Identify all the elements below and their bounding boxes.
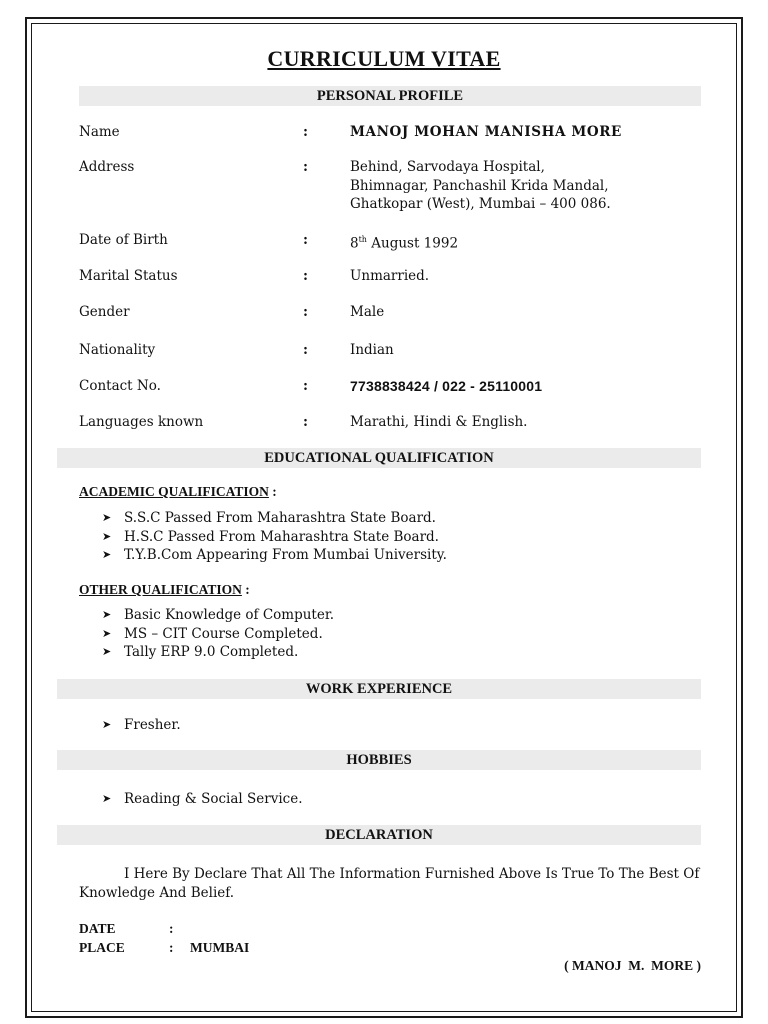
dob-ordinal: th — [358, 235, 367, 244]
academic-item-3: T.Y.B.Com Appearing From Mumbai University. — [124, 547, 447, 563]
address-line-1: Behind, Sarvodaya Hospital, — [350, 159, 545, 175]
languages-label: Languages known — [79, 414, 204, 430]
contact-colon: : — [303, 378, 308, 394]
dob-value — [350, 231, 458, 253]
marital-value: Unmarried. — [350, 268, 430, 284]
work-list — [102, 716, 181, 735]
gender-label: Gender — [79, 304, 130, 320]
nationality-label: Nationality — [79, 342, 156, 358]
section-educational-qualification: EDUCATIONAL QUALIFICATION — [57, 448, 701, 468]
list-item — [102, 528, 447, 547]
name-colon: : — [303, 124, 308, 140]
other-heading — [79, 582, 250, 598]
list-item — [102, 790, 303, 809]
academic-heading-suffix: : — [268, 484, 277, 499]
section-declaration: DECLARATION — [57, 825, 701, 845]
place-value: MUMBAI — [190, 940, 250, 955]
academic-heading — [79, 484, 277, 500]
arrow-bullet-icon: ➤ — [102, 529, 112, 543]
hobby-item-1: Reading & Social Service. — [124, 791, 303, 807]
other-item-1: Basic Knowledge of Computer. — [124, 607, 335, 623]
arrow-bullet-icon: ➤ — [102, 718, 112, 731]
marital-colon: : — [303, 268, 308, 284]
list-item — [102, 509, 447, 528]
arrow-bullet-icon: ➤ — [102, 626, 112, 640]
place-label: PLACE — [79, 940, 125, 955]
address-line-2: Bhimnagar, Panchashil Krida Mandal, — [350, 178, 609, 194]
list-item — [102, 643, 334, 662]
list-item — [102, 606, 334, 625]
arrow-bullet-icon: ➤ — [102, 511, 112, 524]
nationality-value: Indian — [350, 342, 394, 358]
arrow-bullet-icon: ➤ — [102, 645, 112, 658]
gender-value: Male — [350, 304, 385, 320]
other-list — [102, 606, 334, 662]
section-personal-profile: PERSONAL PROFILE — [79, 86, 701, 106]
arrow-bullet-icon: ➤ — [102, 792, 112, 805]
arrow-bullet-icon: ➤ — [102, 548, 112, 561]
academic-item-2: H.S.C Passed From Maharashtra State Board. — [124, 528, 439, 545]
nationality-colon: : — [303, 342, 308, 358]
name-label: Name — [79, 124, 120, 140]
address-label: Address — [79, 159, 135, 175]
address-line-3: Ghatkopar (West), Mumbai – 400 086. — [350, 196, 611, 212]
address-colon: : — [303, 159, 308, 175]
document-title: CURRICULUM VITAE — [267, 46, 501, 71]
contact-value: 7738838424 / 022 - 25110001 — [350, 378, 543, 394]
academic-item-1: S.S.C Passed From Maharashtra State Board. — [124, 510, 436, 526]
list-item — [102, 546, 447, 565]
academic-heading-text: ACADEMIC QUALIFICATION — [79, 484, 269, 499]
gender-colon: : — [303, 304, 308, 320]
contact-label: Contact No. — [79, 378, 161, 394]
hobbies-list — [102, 790, 303, 809]
other-item-2: MS – CIT Course Completed. — [124, 625, 323, 642]
section-hobbies: HOBBIES — [57, 750, 701, 770]
dob-rest: August 1992 — [366, 235, 459, 252]
dob-day: 8 — [350, 235, 359, 252]
work-item-1: Fresher. — [124, 717, 181, 733]
place-colon: : — [169, 940, 174, 955]
name-value: MANOJ MOHAN MANISHA MORE — [350, 124, 622, 140]
other-heading-suffix: : — [241, 582, 250, 597]
academic-list — [102, 509, 447, 565]
arrow-bullet-icon: ➤ — [102, 608, 112, 621]
languages-colon: : — [303, 414, 308, 430]
date-label: DATE — [79, 921, 116, 936]
list-item — [102, 716, 181, 735]
marital-label: Marital Status — [79, 268, 178, 284]
signature-name: ( MANOJ M. MORE ) — [564, 958, 701, 973]
list-item — [102, 625, 334, 644]
declaration-text: I Here By Declare That All The Information Furnished Above Is True To The Best Of Knowledge And Belief. — [79, 866, 700, 901]
date-colon: : — [169, 921, 174, 936]
dob-colon: : — [303, 232, 308, 248]
dob-label: Date of Birth — [79, 232, 168, 248]
other-item-3: Tally ERP 9.0 Completed. — [124, 644, 299, 660]
section-work-experience: WORK EXPERIENCE — [57, 679, 701, 699]
other-heading-text: OTHER QUALIFICATION — [79, 582, 242, 597]
languages-value: Marathi, Hindi & English. — [350, 414, 528, 430]
